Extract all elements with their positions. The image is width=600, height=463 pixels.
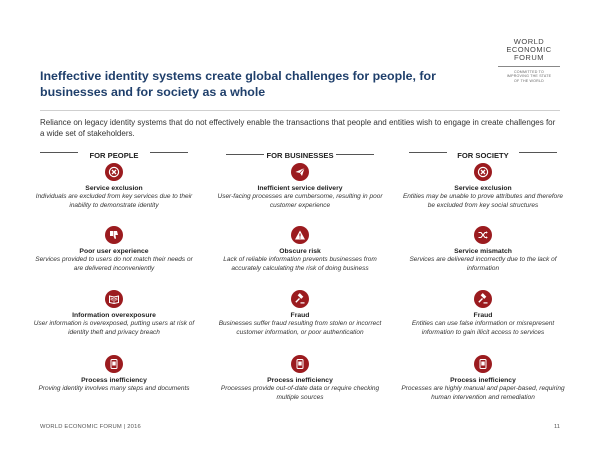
challenge-item: [399, 163, 567, 210]
title-divider: [40, 110, 560, 111]
logo-tagline: [498, 66, 560, 83]
item-title: Inefficient service delivery: [257, 185, 343, 192]
paper-plane-icon: [291, 163, 309, 181]
item-title: Service exclusion: [454, 185, 512, 192]
item-title: Service exclusion: [85, 185, 143, 192]
logo-line-1: WORLD: [513, 37, 545, 46]
item-title: Fraud: [290, 312, 310, 319]
item-title: Information overexposure: [72, 312, 156, 319]
logo-tagline-1: COMMITTED TO: [513, 70, 545, 74]
challenge-item: [399, 355, 567, 402]
column-heading: [216, 145, 384, 161]
warning-icon: [291, 226, 309, 244]
item-title: Process inefficiency: [81, 377, 147, 384]
item-description: Lack of reliable information prevents businesses from accurately calculating the risk of doing business: [223, 256, 377, 272]
column-society: [399, 145, 567, 401]
challenge-item: [30, 163, 198, 210]
page-number: 11: [553, 424, 560, 430]
heading-rule-left: [226, 154, 264, 155]
x-circle-icon: [105, 163, 123, 181]
item-description: Services provided to users do not match their needs or are delivered inconveniently: [35, 256, 193, 272]
item-description: Entities may be unable to prove attributes and therefore be excluded from key social structures: [402, 193, 564, 209]
heading-rule-right: [519, 152, 557, 153]
gavel-icon: [291, 290, 309, 308]
challenge-item: [30, 290, 198, 337]
item-description: Processes provide out-of-date data or require checking multiple sources: [220, 385, 380, 401]
item-description: User-facing processes are cumbersome, resulting in poor customer experience: [217, 193, 383, 209]
item-description: Businesses suffer fraud resulting from stolen or incorrect customer information, or poor authentication: [218, 320, 382, 336]
logo-tagline-2: IMPROVING THE STATE: [506, 74, 552, 79]
footer-source: WORLD ECONOMIC FORUM | 2016: [40, 424, 141, 430]
item-description: Proving identity involves many steps and documents: [38, 385, 190, 392]
document-icon: [105, 355, 123, 373]
page-title: Ineffective identity systems create global challenges for people, for businesses and for society as a whole: [40, 69, 436, 99]
column-heading-text: FOR SOCIETY: [457, 151, 509, 160]
challenge-item: [216, 355, 384, 402]
item-description: Processes are highly manual and paper-based, requiring human intervention and remediation: [401, 385, 565, 401]
heading-rule-right: [336, 154, 374, 155]
item-description: Entities can use false information or misrepresent information to gain illicit access to services: [411, 320, 555, 336]
intro-paragraph: Reliance on legacy identity systems that do not effectively enable the transactions that people and entities wish to engage in create challenges for a wide set of stakeholders.: [40, 118, 556, 138]
wef-logo: [498, 38, 560, 83]
heading-rule-left: [40, 152, 78, 153]
column-heading: [30, 145, 198, 161]
item-description: Individuals are excluded from key services due to their inability to demonstrate identity: [35, 193, 193, 209]
shuffle-icon: [474, 226, 492, 244]
column-heading-text: FOR PEOPLE: [89, 151, 139, 160]
item-description: Services are delivered incorrectly due to the lack of information: [409, 256, 557, 272]
document-icon: [291, 355, 309, 373]
column-heading: [399, 145, 567, 161]
challenge-item: [216, 226, 384, 273]
column-people: [30, 145, 198, 392]
logo-tagline-3: OF THE WORLD: [514, 78, 544, 83]
book-icon: [105, 290, 123, 308]
item-description: User information is overexposed, putting users at risk of identity theft and privacy breach: [33, 320, 195, 336]
logo-line-3: FORUM: [514, 53, 544, 62]
challenge-item: [399, 226, 567, 273]
challenge-item: [30, 226, 198, 273]
logo-line-2: ECONOMIC: [506, 45, 552, 54]
item-title: Fraud: [473, 312, 493, 319]
item-title: Service mismatch: [454, 248, 512, 255]
heading-rule-left: [409, 152, 447, 153]
challenge-item: [30, 355, 198, 394]
item-title: Poor user experience: [79, 248, 149, 255]
challenge-item: [216, 290, 384, 337]
gavel-icon: [474, 290, 492, 308]
column-businesses: [216, 145, 384, 401]
item-title: Obscure risk: [279, 248, 321, 255]
x-circle-icon: [474, 163, 492, 181]
heading-rule-right: [150, 152, 188, 153]
item-title: Process inefficiency: [450, 377, 516, 384]
challenge-item: [399, 290, 567, 337]
document-icon: [474, 355, 492, 373]
challenge-item: [216, 163, 384, 210]
column-heading-text: FOR BUSINESSES: [266, 151, 334, 160]
item-title: Process inefficiency: [267, 377, 333, 384]
thumbs-down-icon: [105, 226, 123, 244]
